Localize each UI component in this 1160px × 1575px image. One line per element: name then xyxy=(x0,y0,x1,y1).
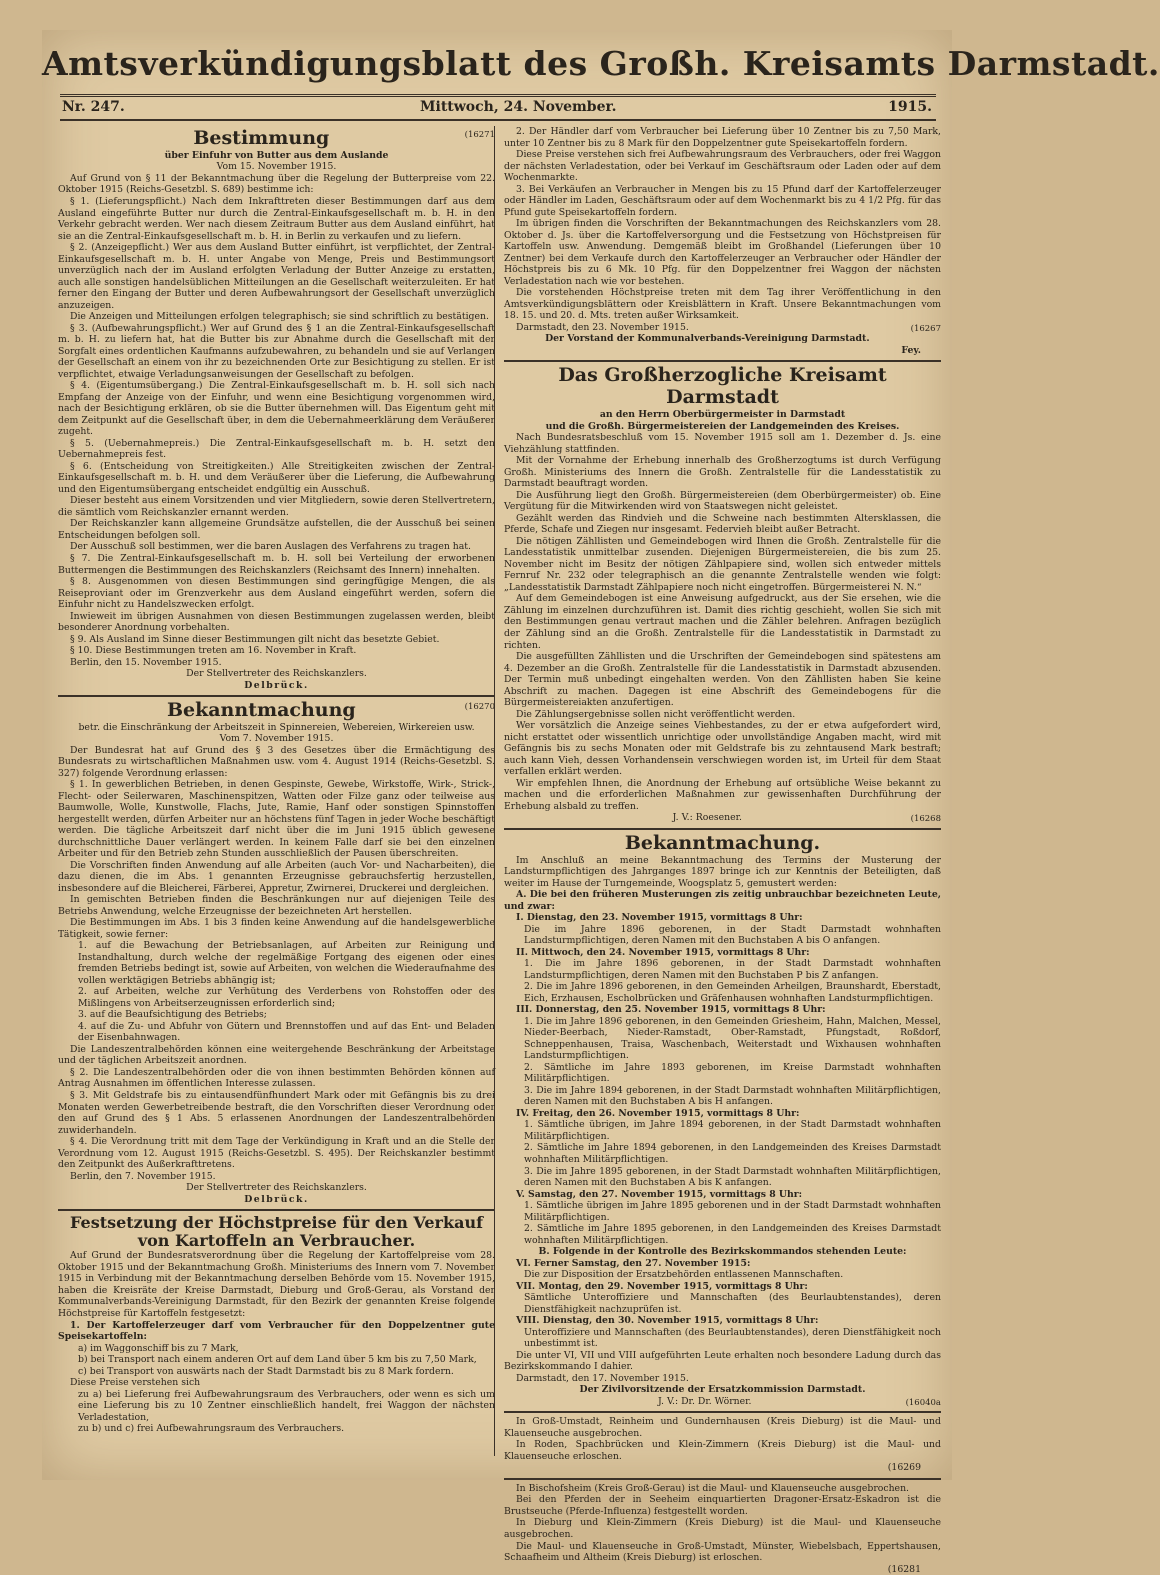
reference-number: (16268 xyxy=(910,814,941,825)
paragraph: § 9. Als Ausland im Sinne dieser Bestimmungen gilt nicht das besetzte Gebiet. xyxy=(70,633,440,645)
signatory-name: J. V.: Roesener. xyxy=(672,812,742,824)
list-item: c) bei Transport von auswärts nach der Stadt Darmstadt bis zu 8 Mark fordern. xyxy=(78,1365,454,1377)
paragraph: Der Ausschuß soll bestimmen, wer die baren Auslagen des Verfahrens zu tragen hat. xyxy=(70,541,471,553)
article-title: Das Großherzogliche Kreisamt Darmstadt xyxy=(558,364,887,409)
paragraph: In Bischofsheim (Kreis Groß-Gerau) ist die Maul- und Klauenseuche ausgebrochen. xyxy=(516,1482,910,1494)
article-separator xyxy=(504,360,941,362)
list-item: 1. Die im Jahre 1896 geborenen, in den Gemeinden Griesheim, Hahn, Malchen, Messel, Nieder-Beerbach, Nieder-Ramstadt, Ober-Ramstadt, Pfungstadt, Roßdorf, Schneppenhausen, Traisa, Waschenbach, Weiterstadt und Wixhausen wohnhaften Landsturmpflichtigen. xyxy=(524,1015,941,1062)
paragraph: Auf Grund von § 11 der Bekanntmachung über die Regelung der Butterpreise vom 22. Oktober 1915 (Reichs-Gesetzbl. S. 689) bestimme ich: xyxy=(58,172,495,196)
list-item: a) im Waggonschiff bis zu 7 Mark, xyxy=(78,1342,239,1354)
article-separator xyxy=(504,1411,941,1413)
list-item: zu b) und c) frei Aufbewahrungsraum des Verbrauchers. xyxy=(78,1423,345,1435)
list-item: Sämtliche Unteroffiziere und Mannschaften (des Beurlaubtenstandes), deren Dienstfähigkeit nachzuprüfen ist. xyxy=(524,1292,941,1315)
paragraph: Die Zählungsergebnisse sollen nicht veröffentlicht werden. xyxy=(516,708,796,720)
paragraph: Auf Grund der Bundesratsverordnung über die Regelung der Kartoffelpreise vom 28. Oktober 1915 und der Bekanntmachung Großh. Ministeriums des Innern vom 7. November 1915 in Verbindung mit der Bekanntmachung derselben Behörde vom 15. November 1915, haben die Kreisräte der Kreise Darmstadt, Dieburg und Groß-Gerau, als Vorstand der Kommunalverbands-Vereinigung Darmstadt, für den Bezirk der genannten Kreise folgende Höchstpreise für Kartoffeln festgesetzt: xyxy=(58,1250,495,1319)
dateline xyxy=(60,94,936,121)
paragraph: Wer vorsätzlich die Anzeige seines Viehbestandes, zu der er etwa aufgefordert wird, nicht erstattet oder wissentlich unrichtige oder unvollständige Angaben macht, wird mit Gefängnis bis zu sechs Monaten oder mit Geldstrafe bis zu zehntausend Mark bestraft; auch kann Vieh, dessen Vorhandensein verschwiegen worden ist, im Urteil für dem Staat verfallen erklärt werden. xyxy=(504,720,941,778)
paragraph: Der Bundesrat hat auf Grund des § 3 des Gesetzes über die Ermächtigung des Bundesrats zu wirtschaftlichen Maßnahmen usw. vom 4. August 1914 (Reichs-Gesetzbl. S. 327) folgende Verordnung erlassen: xyxy=(58,744,495,779)
article-military-muster xyxy=(504,833,941,1408)
article-subtitle: und die Großh. Bürgermeistereien der Landgemeinden des Kreises. xyxy=(545,420,900,432)
paragraph: § 1. In gewerblichen Betrieben, in denen Gespinste, Gewebe, Wirkstoffe, Wirk-, Strick-, Flecht- oder Seilerwaren, Maschinenspitzen, Watten oder Filze ganz oder teilweise aus Baumwolle, Wolle, Kunstwolle, Flachs, Jute, Ramie, Hanf oder sonstigen Spinnstoffen hergestellt werden, dürfen Arbeiter nur an höchstens fünf Tagen in jeder Woche beschäftigt werden. Die tägliche Arbeitszeit darf nicht über die im Juni 1915 üblich gewesene durchschnittliche Dauer verlängert werden. In keinem Falle darf sie bei den einzelnen Arbeiter und für den Betrieb zehn Stunden ausschließlich der Pausen überschreiten. xyxy=(58,779,495,860)
paragraph: Die nötigen Zähllisten und Gemeindebogen wird Ihnen die Großh. Zentralstelle für die Landesstatistik unmittelbar zusenden. Diejenigen Bürgermeistereien, die bis zum 25. November nicht im Besitz der nötigen Zählpapiere sind, wollen sich entweder mittels Fernruf Nr. 232 oder telegraphisch an die genannte Zentralstelle wenden wie folgt: „Landesstatistik Darmstadt Zählpapiere noch nicht eingetroffen. Bürgermeisterei N. N.“ xyxy=(504,535,941,593)
paragraph: § 2. (Anzeigepflicht.) Wer aus dem Ausland Butter einführt, ist verpflichtet, der Zentral-Einkaufsgesellschaft m. b. H. unter Angabe von Menge, Preis und Bestimmungsort unverzüglich nach der im Ausland erfolgten Verladung der Butter Anzeige zu erstatten, auch alle sonstigen handelsüblichen Mitteilungen an die Gesellschaft weiterzuleiten. Er hat ferner den Eingang der Butter und deren Aufbewahrungsort der Gesellschaft unverzüglich anzuzeigen. xyxy=(58,242,495,311)
signatory-name: Delbrück. xyxy=(244,679,309,691)
list-item: 1. Sämtliche übrigen, im Jahre 1894 geborenen, in der Stadt Darmstadt wohnhaften Militärpflichtigen. xyxy=(524,1119,941,1142)
article-potato-prices xyxy=(58,1214,495,1435)
place-date: Darmstadt, den 23. November 1915. xyxy=(516,321,689,333)
paragraph: In Groß-Umstadt, Reinheim und Gundernhausen (Kreis Dieburg) ist die Maul- und Klauenseuche ausgebrochen. xyxy=(504,1416,941,1439)
place-date: Berlin, den 15. November 1915. xyxy=(70,656,222,668)
section-heading: B. Folgende in der Kontrolle des Bezirkskommandos stehenden Leute: xyxy=(538,1246,907,1258)
paragraph: Die Vorschriften finden Anwendung auf alle Arbeiten (auch Vor- und Nacharbeiten), die dazu dienen, die im Abs. 1 genannten Erzeugnisse gebrauchsfertig herzustellen, insbesondere auf die Bleicherei, Färberei, Appretur, Zwirnerei, Druckerei und dergleichen. xyxy=(58,859,495,894)
article-potato-prices-continued xyxy=(504,126,941,356)
date-heading: II. Mittwoch, den 24. November 1915, vormittags 8 Uhr: xyxy=(516,946,810,958)
paragraph: Mit der Vornahme der Erhebung innerhalb des Großherzogtums ist durch Verfügung Großh. Ministeriums des Innern die Großh. Zentralstelle für die Landesstatistik zu Darmstadt beauftragt worden. xyxy=(504,455,941,490)
paragraph: § 1. (Lieferungspflicht.) Nach dem Inkrafttreten dieser Bestimmungen darf aus dem Ausland eingeführte Butter nur durch die Zentral-Einkaufsgesellschaft m. b. H. in den Verkehr gebracht werden. Wer nach diesem Zeitraum Butter aus dem Ausland einführt, hat sie an die Zentral-Einkaufsgesellschaft m. b. H. in Berlin zu verkaufen und zu liefern. xyxy=(58,196,495,242)
reference-number: (16269 xyxy=(887,1462,921,1474)
paragraph: Auf dem Gemeindebogen ist eine Anweisung aufgedruckt, aus der Sie ersehen, wie die Zählung im einzelnen durchzuführen ist. Damit dies richtig geschieht, wollen Sie sich mit den Bestimmungen genau vertraut machen und die Zähler belehren. Anfragen bezüglich der Zählung sind an die Großh. Zentralstelle für die Landesstatistik in Darmstadt zu richten. xyxy=(504,593,941,651)
paragraph: Bei den Pferden der in Seeheim einquartierten Dragoner-Ersatz-Eskadron ist die Brustseuche (Pferde-Influenza) festgestellt worden. xyxy=(504,1494,941,1517)
signatory-name: J. V.: Dr. Dr. Wörner. xyxy=(658,1395,752,1407)
reference-number: (16267 xyxy=(910,323,941,334)
reference-number: (16281 xyxy=(887,1563,921,1575)
list-item: 1. Die im Jahre 1896 geborenen, in der Stadt Darmstadt wohnhaften Landsturmpflichtigen, deren Namen mit den Buchstaben P bis Z anfangen. xyxy=(524,958,941,981)
date-heading: VII. Montag, den 29. November 1915, vormittags 8 Uhr: xyxy=(516,1280,808,1292)
signatory-name: Fey. xyxy=(901,344,921,356)
list-item: Die zur Disposition der Ersatzbehörden entlassenen Mannschaften. xyxy=(524,1269,844,1281)
list-item: 2. Die im Jahre 1896 geborenen, in den Gemeinden Arheilgen, Braunshardt, Eberstadt, Eich, Erzhausen, Escholbrücken und Gräfenhausen wohnhaften Landsturmpflichtigen. xyxy=(524,981,941,1004)
date-heading: I. Dienstag, den 23. November 1915, vormittags 8 Uhr: xyxy=(516,912,803,924)
date-heading: IV. Freitag, den 26. November 1915, vormittags 8 Uhr: xyxy=(516,1107,800,1119)
paragraph: § 4. (Eigentumsübergang.) Die Zentral-Einkaufsgesellschaft m. b. H. soll sich nach Empfang der Anzeige von der Einfuhr, und wenn eine Besichtigung vorgenommen wird, nach der Besichtigung erklären, ob sie die Butter übernehmen will. Das Eigentum geht mit dem Zeitpunkt auf die Gesellschaft über, in dem die Uebernahmeerklärung dem Veräußerer zugeht. xyxy=(58,380,495,438)
list-item: 2. Sämtliche im Jahre 1895 geborenen, in den Landgemeinden des Kreises Darmstadt wohnhaften Militärpflichtigen. xyxy=(524,1223,941,1246)
list-item: 1. auf die Bewachung der Betriebsanlagen, auf Arbeiten zur Reinigung und Instandhaltung, durch welche der regelmäßige Fortgang des eigenen oder eines fremden Betriebs bedingt ist, sowie auf Arbeiten, von welchen die Wiederaufnahme des vollen werktägigen Betriebs abhängig ist; xyxy=(78,940,495,986)
article-title: Bekanntmachung. xyxy=(624,831,821,854)
article-title: Festsetzung der Höchstpreise für den Verkauf von Kartoffeln an Verbraucher. xyxy=(70,1212,483,1251)
paragraph: 2. Der Händler darf vom Verbraucher bei Lieferung über 10 Zentner bis zu 7,50 Mark, unter 10 Zentner bis zu 8 Mark für den Doppelzentner gute Speisekartoffeln fordern. xyxy=(504,126,941,149)
reference-number: (16040a xyxy=(905,1397,941,1408)
article-separator xyxy=(504,1478,941,1480)
list-item: 3. auf die Beaufsichtigung des Betriebs; xyxy=(78,1009,267,1021)
article-butter xyxy=(58,128,495,691)
article-separator xyxy=(504,828,941,830)
article-livestock-disease-2 xyxy=(504,1483,941,1575)
article-subtitle: an den Herrn Oberbürgermeister in Darmstadt xyxy=(599,409,846,420)
paragraph: § 2. Die Landeszentralbehörden oder die von ihnen bestimmten Behörden können auf Antrag Ausnahmen im öffentlichen Interesse zulassen. xyxy=(58,1066,495,1090)
date-heading: VI. Ferner Samstag, den 27. November 1915: xyxy=(516,1257,751,1269)
paragraph: § 7. Die Zentral-Einkaufsgesellschaft m. b. H. soll bei Verteilung der erworbenen Buttermengen die Bestimmungen des Reichskanzlers (Reichsamt des Innern) innehalten. xyxy=(58,552,495,576)
paragraph: § 3. (Aufbewahrungspflicht.) Wer auf Grund des § 1 an die Zentral-Einkaufsgesellschaft m. b. H. zu liefern hat, hat die Butter bis zur Abnahme durch die Gesellschaft mit der Sorgfalt eines ordentlichen Kaufmanns aufzubewahren, zu behandeln und sie auf Verlangen der Gesellschaft an einem von ihr zu bezeichnenden Orte zur Besichtigung zu stellen. Er ist verpflichtet, etwaige Verladungsanweisungen der Gesellschaft zu befolgen. xyxy=(58,322,495,380)
article-date: Vom 15. November 1915. xyxy=(216,161,337,173)
signatory-role: Der Stellvertreter des Reichskanzlers. xyxy=(186,668,367,680)
reference-number: (16271 xyxy=(464,130,495,140)
right-column xyxy=(504,126,941,1575)
paragraph: Die ausgefüllten Zähllisten und die Urschriften der Gemeindebogen sind spätestens am 4. Dezember an die Großh. Zentralstelle für die Landesstatistik in Darmstadt abzusenden. Der Termin muß unbedingt eingehalten werden. Von den Zähllisten haben Sie keine Abschrift zu machen. Dagegen ist eine Abschrift des Gemeindebogens für die Bürgermeistereiakten anzufertigen. xyxy=(504,651,941,709)
date-heading: III. Donnerstag, den 25. November 1915, vormittags 8 Uhr: xyxy=(516,1004,826,1016)
paragraph: § 4. Die Verordnung tritt mit dem Tage der Verkündigung in Kraft und an die Stelle der Verordnung vom 12. August 1915 (Reichs-Gesetzbl. S. 495). Der Reichskanzler bestimmt den Zeitpunkt des Außerkrafttretens. xyxy=(58,1136,495,1171)
list-item: 2. Sämtliche im Jahre 1894 geborenen, in den Landgemeinden des Kreises Darmstadt wohnhaften Militärpflichtigen. xyxy=(524,1142,941,1165)
paragraph: Die Bestimmungen im Abs. 1 bis 3 finden keine Anwendung auf die handelsgewerbliche Tätigkeit, sowie ferner: xyxy=(58,917,495,940)
issue-date: Mittwoch, 24. November. xyxy=(420,99,617,115)
issue-number: Nr. 247. xyxy=(62,99,125,115)
paragraph: Diese Preise verstehen sich xyxy=(70,1377,201,1389)
paragraph: § 6. (Entscheidung von Streitigkeiten.) Alle Streitigkeiten zwischen der Zentral-Einkaufsgesellschaft m. b. H. und dem Veräußerer über die Lieferung, die Aufbewahrung und den Eigentumsübergang entscheidet endgültig ein Ausschuß. xyxy=(58,460,495,495)
paragraph: Die Landeszentralbehörden können eine weitergehende Beschränkung der Arbeitstage und der täglichen Arbeitszeit anordnen. xyxy=(58,1043,495,1067)
paragraph: § 8. Ausgenommen von diesen Bestimmungen sind geringfügige Mengen, die als Reiseproviant oder im Grenzverkehr aus dem Ausland eingeführt werden, sofern die Einfuhr nicht zu Handelszwecken erfolgt. xyxy=(58,576,495,611)
paragraph: 1. Der Kartoffelerzeuger darf vom Verbraucher für den Doppelzentner gute Speisekartoffeln: xyxy=(58,1319,495,1343)
paragraph: 3. Bei Verkäufen an Verbraucher in Mengen bis zu 15 Pfund darf der Kartoffelerzeuger oder Händler im Laden, Geschäftsraum oder auf dem Wochenmarkt bis zu 4 1/2 Pfg. für das Pfund gute Speisekartoffeln fordern. xyxy=(504,183,941,218)
list-item: 2. Sämtliche im Jahre 1893 geborenen, im Kreise Darmstadt wohnhaften Militärpflichtigen. xyxy=(524,1061,941,1085)
paragraph: Nach Bundesratsbeschluß vom 15. November 1915 soll am 1. Dezember d. Js. eine Viehzählung stattfinden. xyxy=(504,432,941,455)
article-subtitle: über Einfuhr von Butter aus dem Auslande xyxy=(164,149,389,161)
paragraph: Im Anschluß an meine Bekanntmachung des Termins der Musterung der Landsturmpflichtigen des Jahrganges 1897 bringe ich zur Kenntnis der Beteiligten, daß weiter im Hause der Turngemeinde, Woogsplatz 5, gemustert werden: xyxy=(504,854,941,889)
article-separator xyxy=(58,695,495,697)
masthead-title: Amtsverkündigungsblatt des Großh. Kreisamts Darmstadt. xyxy=(42,44,1160,83)
paragraph: § 5. (Uebernahmepreis.) Die Zentral-Einkaufsgesellschaft m. b. H. setzt den Uebernahmepreis fest. xyxy=(58,437,495,461)
paragraph: Inwieweit im übrigen Ausnahmen von diesen Bestimmungen zugelassen werden, bleibt besonderer Anordnung vorbehalten. xyxy=(58,610,495,634)
article-subtitle: betr. die Einschränkung der Arbeitszeit in Spinnereien, Webereien, Wirkereien usw. xyxy=(78,721,475,733)
article-livestock-disease-1 xyxy=(504,1416,941,1474)
reference-number: (16270 xyxy=(464,701,495,712)
list-item: Unteroffiziere und Mannschaften (des Beurlaubtenstandes), deren Dienstfähigkeit noch unbestimmt ist. xyxy=(524,1326,941,1350)
paragraph: Dieser besteht aus einem Vorsitzenden und vier Mitgliedern, sowie deren Stellvertretern, die sämtlich vom Reichskanzler ernannt werden. xyxy=(58,495,495,518)
article-title: Bekanntmachung xyxy=(166,698,356,721)
newspaper-page xyxy=(42,30,1160,1575)
issue-year: 1915. xyxy=(888,99,932,115)
article-title: Bestimmung xyxy=(193,127,330,149)
list-item: 3. Die im Jahre 1895 geborenen, in der Stadt Darmstadt wohnhaften Militärpflichtigen, deren Namen mit den Buchstaben A bis K anfangen. xyxy=(524,1165,941,1189)
paragraph: § 10. Diese Bestimmungen treten am 16. November in Kraft. xyxy=(70,645,357,657)
section-heading: A. Die bei den früheren Musterungen zis zeitig unbrauchbar bezeichneten Leute, und zwar: xyxy=(504,889,941,912)
list-item: b) bei Transport nach einem anderen Ort auf dem Land über 5 km bis zu 7,50 Mark, xyxy=(78,1354,477,1366)
signatory-name: Delbrück. xyxy=(244,1193,309,1205)
date-heading: VIII. Dienstag, den 30. November 1915, vormittags 8 Uhr: xyxy=(516,1315,819,1327)
paragraph: Die vorstehenden Höchstpreise treten mit dem Tag ihrer Veröffentlichung in den Amtsverkündigungsblättern oder Kreisblättern in Kraft. Unsere Bekanntmachungen vom 18. 15. und 20. d. Mts. treten außer Wirksamkeit. xyxy=(504,287,941,322)
list-item: 1. Sämtliche übrigen im Jahre 1895 geborenen und in der Stadt Darmstadt wohnhaften Militärpflichtigen. xyxy=(524,1200,941,1223)
article-date: Vom 7. November 1915. xyxy=(219,733,334,745)
paragraph: Die Maul- und Klauenseuche in Groß-Umstadt, Münster, Wiebelsbach, Eppertshausen, Schaafheim und Altheim (Kreis Dieburg) ist erloschen. xyxy=(504,1540,941,1564)
signatory-role: Der Vorstand der Kommunalverbands-Vereinigung Darmstadt. xyxy=(545,333,870,345)
list-item: Die im Jahre 1896 geborenen, in der Stadt Darmstadt wohnhaften Landsturmpflichtigen, deren Namen mit den Buchstaben A bis O anfangen. xyxy=(524,923,941,947)
paragraph: Die unter VI, VII und VIII aufgeführten Leute erhalten noch besondere Ladung durch das Bezirkskommando I dahier. xyxy=(504,1349,941,1373)
place-date: Berlin, den 7. November 1915. xyxy=(70,1170,216,1182)
article-separator xyxy=(58,1209,495,1211)
paragraph: Die Anzeigen und Mitteilungen erfolgen telegraphisch; sie sind schriftlich zu bestätigen. xyxy=(70,311,489,323)
list-item: 4. auf die Zu- und Abfuhr von Gütern und Brennstoffen und auf das Ent- und Beladen der Eisenbahnwagen. xyxy=(78,1020,495,1044)
paragraph: Im übrigen finden die Vorschriften der Bekanntmachungen des Reichskanzlers vom 28. Oktober d. Js. über die Kartoffelversorgung und die Festsetzung von Höchstpreisen für Kartoffeln usw. Anwendung. Demgemäß bleibt im Großhandel (Lieferungen über 10 Zentner) bei dem Verkaufe durch den Kartoffelerzeuger an Verbraucher oder Händler der Höchstpreis bis zu 6 Mk. 10 Pfg. für den Doppelzentner frei Waggon der nächsten Verladestation nach wie vor bestehen. xyxy=(504,218,941,287)
paragraph: In Dieburg und Klein-Zimmern (Kreis Dieburg) ist die Maul- und Klauenseuche ausgebrochen. xyxy=(504,1517,941,1540)
list-item: 2. auf Arbeiten, welche zur Verhütung des Verderbens von Rohstoffen oder des Mißlingens von Arbeitserzeugnissen erforderlich sind; xyxy=(78,986,495,1009)
paragraph: In Roden, Spachbrücken und Klein-Zimmern (Kreis Dieburg) ist die Maul- und Klauenseuche erloschen. xyxy=(504,1439,941,1462)
paragraph: In gemischten Betrieben finden die Beschränkungen nur auf diejenigen Teile des Betriebs Anwendung, welche Erzeugnisse der bezeichneten Art herstellen. xyxy=(58,894,495,917)
paragraph: Gezählt werden das Rindvieh und die Schweine nach bestimmten Altersklassen, die Pferde, Schafe und Ziegen nur insgesamt. Federvieh bleibt außer Betracht. xyxy=(504,512,941,536)
article-livestock-census xyxy=(504,365,941,823)
article-working-hours xyxy=(58,700,495,1205)
date-heading: V. Samstag, den 27. November 1915, vormittags 8 Uhr: xyxy=(516,1188,803,1200)
place-date: Darmstadt, den 17. November 1915. xyxy=(516,1372,689,1384)
list-item: 3. Die im Jahre 1894 geborenen, in der Stadt Darmstadt wohnhaften Militärpflichtigen, deren Namen mit den Buchstaben A bis H anfangen. xyxy=(524,1084,941,1108)
paragraph: Diese Preise verstehen sich frei Aufbewahrungsraum des Verbrauchers, oder frei Waggon der nächsten Verladestation, oder bei Verkauf im Geschäftsraum oder Laden oder auf dem Wochenmarkte. xyxy=(504,149,941,184)
paragraph: Der Reichskanzler kann allgemeine Grundsätze aufstellen, die der Ausschuß bei seinen Entscheidungen befolgen soll. xyxy=(58,518,495,541)
paragraph: Wir empfehlen Ihnen, die Anordnung der Erhebung auf ortsübliche Weise bekannt zu machen und die erforderlichen Maßnahmen zur gewissenhaften Durchführung der Erhebung alsbald zu treffen. xyxy=(504,777,941,812)
signatory-role: Der Zivilvorsitzende der Ersatzkommission Darmstadt. xyxy=(579,1384,866,1396)
left-column xyxy=(58,126,495,1476)
signatory-role: Der Stellvertreter des Reichskanzlers. xyxy=(186,1182,367,1194)
list-item: zu a) bei Lieferung frei Aufbewahrungsraum des Verbrauchers, oder wenn es sich um eine Lieferung bis zu 10 Zentner einschließlich handelt, frei Waggon der nächsten Verladestation, xyxy=(78,1388,495,1423)
paragraph: Die Ausführung liegt den Großh. Bürgermeistereien (dem Oberbürgermeister) ob. Eine Vergütung für die Mitwirkenden wird von Staatswegen nicht geleistet. xyxy=(504,489,941,513)
paragraph: § 3. Mit Geldstrafe bis zu eintausendfünfhundert Mark oder mit Gefängnis bis zu drei Monaten werden Gewerbetreibende bestraft, die den Vorschriften dieser Verordnung oder den auf Grund des § 1 Abs. 5 erlassenen Anordnungen der Landeszentralbehörden zuwiderhandeln. xyxy=(58,1090,495,1136)
